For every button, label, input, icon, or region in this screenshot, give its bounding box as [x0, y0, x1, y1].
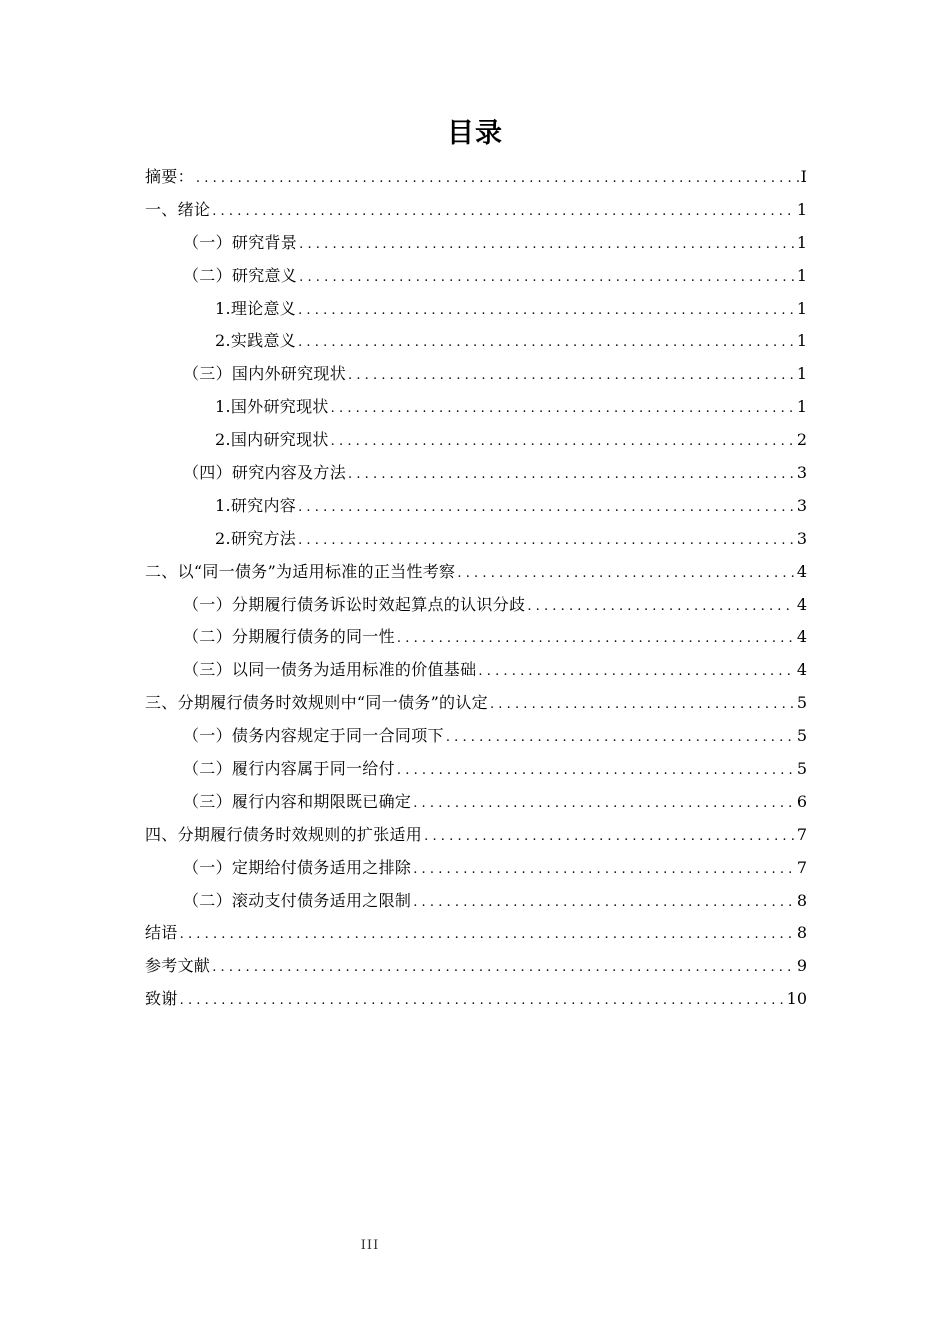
toc-entry-page-number: 8 [796, 890, 807, 910]
toc-entry[interactable] [145, 917, 807, 950]
toc-entry-label: （一）债务内容规定于同一合同项下 [183, 726, 444, 746]
toc-entry[interactable] [145, 194, 807, 227]
toc-dot-leader [180, 985, 785, 1018]
toc-entry[interactable] [145, 325, 807, 358]
toc-entry-label: （四）研究内容及方法 [183, 463, 347, 483]
toc-entry-label: （二）履行内容属于同一给付 [183, 759, 395, 779]
toc-entry-page-number: 1 [796, 397, 807, 417]
toc-entry[interactable] [145, 358, 807, 391]
toc-entry[interactable] [145, 523, 807, 556]
toc-entry-label: 2.国内研究现状 [215, 430, 329, 450]
toc-entry[interactable] [145, 950, 807, 983]
toc-entry-label: 1.理论意义 [215, 298, 297, 318]
toc-entry-label: 三、分期履行债务时效规则中“同一债务”的认定 [145, 693, 488, 713]
toc-dot-leader [298, 327, 795, 360]
toc-entry[interactable] [145, 687, 807, 720]
toc-entry[interactable] [145, 490, 807, 523]
toc-entry-page-number: 6 [796, 791, 807, 811]
toc-entry-page-number: 4 [796, 561, 807, 581]
toc-entry-page-number: 1 [796, 199, 807, 219]
toc-dot-leader [478, 656, 794, 689]
toc-entry-label: 1.研究内容 [215, 495, 297, 515]
toc-dot-leader [446, 722, 795, 755]
toc-entry-page-number: 3 [796, 495, 807, 515]
toc-entry-page-number: 1 [796, 298, 807, 318]
toc-entry-label: （三）履行内容和期限既已确定 [183, 791, 412, 811]
toc-entry[interactable] [145, 260, 807, 293]
toc-entry-label: （二）滚动支付债务适用之限制 [183, 890, 412, 910]
toc-dot-leader [527, 591, 795, 624]
toc-entry-label: 二、以“同一债务”为适用标准的正当性考察 [145, 561, 456, 581]
toc-dot-leader [180, 919, 795, 952]
toc-dot-leader [331, 426, 795, 459]
toc-entry-label: 致谢 [145, 989, 178, 1009]
toc-dot-leader [413, 788, 795, 821]
toc-entry-page-number: 4 [796, 660, 807, 680]
toc-dot-leader [457, 558, 794, 591]
toc-entry[interactable] [145, 556, 807, 589]
toc-dot-leader [331, 393, 795, 426]
toc-entry[interactable] [145, 589, 807, 622]
toc-entry-page-number: 9 [796, 956, 807, 976]
toc-dot-leader [298, 525, 795, 558]
toc-dot-leader [212, 196, 795, 229]
toc-dot-leader [490, 689, 795, 722]
toc-entry-label: （一）分期履行债务诉讼时效起算点的认识分歧 [183, 594, 526, 614]
toc-entry-label: （三）国内外研究现状 [183, 364, 347, 384]
toc-dot-leader [196, 163, 799, 196]
toc-entry[interactable] [145, 983, 807, 1016]
toc-dot-leader [299, 229, 795, 262]
toc-entry-label: 2.实践意义 [215, 331, 297, 351]
toc-entry[interactable] [145, 457, 807, 490]
toc-entry-page-number: 7 [796, 824, 807, 844]
table-of-contents [145, 161, 807, 1016]
toc-entry-page-number: 3 [796, 463, 807, 483]
toc-entry[interactable] [145, 161, 807, 194]
toc-entry-label: （二）研究意义 [183, 265, 298, 285]
toc-entry-page-number: 10 [786, 989, 807, 1009]
page-number-footer: III [360, 1238, 380, 1253]
toc-entry-label: 2.研究方法 [215, 528, 297, 548]
toc-entry-page-number: 5 [796, 759, 807, 779]
toc-entry[interactable] [145, 654, 807, 687]
toc-entry-page-number: 3 [796, 528, 807, 548]
toc-entry-label: 结语 [145, 923, 178, 943]
toc-entry[interactable] [145, 786, 807, 819]
toc-entry-label: （一）研究背景 [183, 232, 298, 252]
toc-entry[interactable] [145, 227, 807, 260]
toc-entry-page-number: 4 [796, 594, 807, 614]
toc-entry[interactable] [145, 819, 807, 852]
toc-entry-page-number: 4 [796, 627, 807, 647]
toc-entry-page-number: I [800, 167, 807, 186]
toc-entry-page-number: 2 [796, 430, 807, 450]
toc-entry-page-number: 5 [796, 726, 807, 746]
toc-entry-page-number: 8 [796, 923, 807, 943]
toc-entry[interactable] [145, 885, 807, 918]
toc-entry-label: 摘要： [145, 167, 194, 186]
toc-dot-leader [299, 262, 795, 295]
toc-entry[interactable] [145, 391, 807, 424]
toc-dot-leader [348, 459, 795, 492]
toc-entry-page-number: 1 [796, 265, 807, 285]
toc-entry[interactable] [145, 621, 807, 654]
toc-entry-label: （二）分期履行债务的同一性 [183, 627, 395, 647]
toc-dot-leader [298, 492, 795, 525]
toc-entry-label: 参考文献 [145, 956, 211, 976]
toc-entry-page-number: 1 [796, 364, 807, 384]
toc-dot-leader [413, 854, 795, 887]
toc-entry[interactable] [145, 424, 807, 457]
page-title: 目录 [447, 118, 503, 149]
toc-dot-leader [212, 952, 795, 985]
toc-entry-page-number: 1 [796, 232, 807, 252]
toc-entry-label: （一）定期给付债务适用之排除 [183, 857, 412, 877]
toc-entry-label: 一、绪论 [145, 199, 211, 219]
toc-dot-leader [424, 821, 795, 854]
toc-entry-page-number: 7 [796, 857, 807, 877]
toc-entry[interactable] [145, 753, 807, 786]
toc-dot-leader [298, 295, 795, 328]
toc-dot-leader [413, 887, 795, 920]
toc-dot-leader [348, 360, 795, 393]
toc-dot-leader [397, 755, 795, 788]
toc-entry-label: 1.国外研究现状 [215, 397, 329, 417]
toc-entry[interactable] [145, 852, 807, 885]
toc-entry-label: 四、分期履行债务时效规则的扩张适用 [145, 824, 423, 844]
toc-entry[interactable] [145, 293, 807, 326]
toc-entry-page-number: 1 [796, 331, 807, 351]
toc-entry-label: （三）以同一债务为适用标准的价值基础 [183, 660, 477, 680]
toc-dot-leader [397, 623, 795, 656]
toc-entry[interactable] [145, 720, 807, 753]
toc-entry-page-number: 5 [796, 693, 807, 713]
